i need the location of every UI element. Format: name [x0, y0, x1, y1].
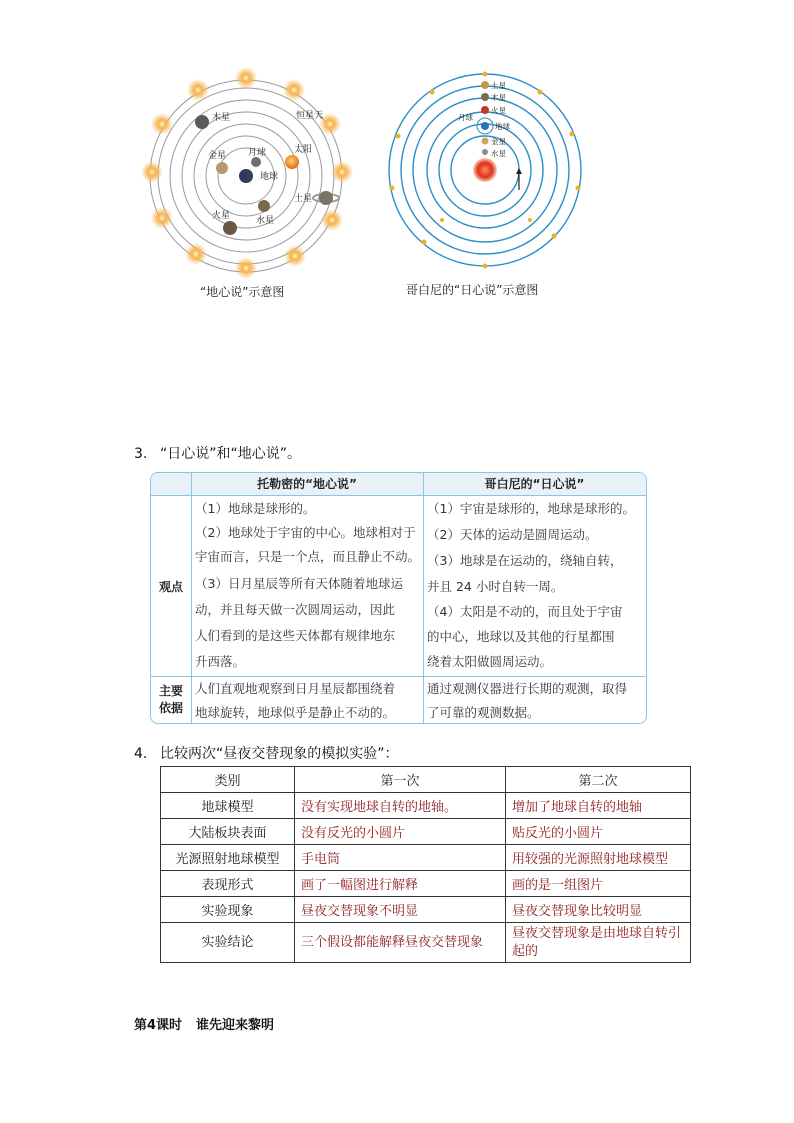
row-first: 没有实现地球自转的地轴。	[295, 793, 506, 819]
geo-label-saturn: 土星	[294, 194, 313, 204]
row-category: 光源照射地球模型	[161, 845, 295, 871]
row-first: 三个假设都能解释昼夜交替现象	[295, 923, 506, 963]
copernicus-line: 并且 24 小时自转一周。	[427, 579, 564, 594]
geo-label-venus: 金星	[208, 151, 227, 161]
sun-icon	[285, 155, 299, 169]
row-second: 昼夜交替现象是由地球自转引起的	[506, 923, 691, 963]
section3-title: “日心说”和“地心说”。	[160, 446, 302, 462]
copernicus-basis-line: 通过观测仪器进行长期的观测，取得	[427, 681, 628, 696]
copernicus-line: （3）地球是在运动的，绕轴自转，	[427, 553, 623, 568]
row-category: 实验结论	[161, 923, 295, 963]
helio-label-moon: 月球	[458, 113, 473, 122]
ptolemy-line: （1）地球是球形的。	[195, 501, 316, 516]
row-second: 用较强的光源照射地球模型	[506, 845, 691, 871]
helio-label-mars: 火星	[491, 106, 506, 115]
geo-label-mars: 火星	[212, 211, 231, 221]
section3-number: 3.	[134, 446, 148, 462]
row-first: 画了一幅图进行解释	[295, 871, 506, 897]
earth-icon	[239, 169, 253, 183]
moon-icon	[251, 157, 261, 167]
ptolemy-line: （2）地球处于宇宙的中心。地球相对于	[195, 525, 416, 540]
geo-helio-comparison-table	[150, 472, 647, 724]
jupiter-icon	[481, 93, 489, 101]
saturn-icon	[481, 81, 489, 89]
section4-title: 比较两次“昼夜交替现象的模拟实验”：	[160, 746, 399, 762]
row-category: 表现形式	[161, 871, 295, 897]
ptolemy-line: 动，并且每天做一次圆周运动，因此	[195, 602, 396, 617]
sun-icon	[473, 158, 497, 182]
row-second: 增加了地球自转的地轴	[506, 793, 691, 819]
ptolemy-basis-line: 地球旋转，地球似乎是静止不动的。	[195, 705, 396, 720]
geocentric-diagram	[130, 60, 370, 280]
row-label-basis: 主要 依据	[158, 684, 183, 715]
geo-label-mercury: 水星	[256, 216, 275, 226]
row-label-views: 观点	[158, 580, 183, 594]
copernicus-line: （4）太阳是不动的，而且处于宇宙	[427, 604, 623, 619]
ptolemy-line: 宇宙而言，只是一个点，而且静止不动。	[195, 549, 421, 564]
lesson-number: 第4课时	[134, 1018, 183, 1033]
row-second: 贴反光的小圆片	[506, 819, 691, 845]
ptolemy-line: 人们看到的是这些天体都有规律地东	[195, 628, 396, 643]
row-second: 画的是一组图片	[506, 871, 691, 897]
experiment-comparison-table	[160, 766, 691, 963]
header-copernicus: 哥白尼的“日心说”	[484, 477, 585, 491]
mars-icon	[223, 221, 237, 235]
lesson-title: 谁先迎来黎明	[196, 1018, 275, 1033]
table-row	[161, 845, 691, 871]
copernicus-line: 绕着太阳做圆周运动。	[427, 654, 553, 669]
geo-label-moon: 月球	[248, 148, 267, 158]
section4-heading	[134, 743, 399, 763]
geocentric-caption: “地心说”示意图	[200, 285, 285, 299]
geo-label-stars: 恒星天	[296, 111, 324, 121]
mars-icon	[481, 106, 489, 114]
geo-label-earth: 地球	[260, 172, 279, 182]
venus-icon	[216, 162, 228, 174]
copernicus-basis-line: 了可靠的观测数据。	[427, 705, 540, 720]
helio-label-jupiter: 木星	[491, 93, 506, 102]
table-row	[161, 793, 691, 819]
geo-label-jupiter: 木星	[212, 113, 231, 123]
helio-label-venus: 金星	[491, 137, 506, 146]
table-row	[161, 819, 691, 845]
mercury-icon	[482, 149, 488, 155]
row-category: 大陆板块表面	[161, 819, 295, 845]
geo-label-sun: 太阳	[294, 145, 313, 155]
copernicus-line: （2）天体的运动是圆周运动。	[427, 527, 598, 542]
ptolemy-basis-line: 人们直观地观察到日月星辰都围绕着	[195, 681, 396, 696]
row-first: 昼夜交替现象不明显	[295, 897, 506, 923]
row-category: 实验现象	[161, 897, 295, 923]
table-row	[161, 897, 691, 923]
row-category: 地球模型	[161, 793, 295, 819]
heliocentric-caption: 哥白尼的“日心说”示意图	[406, 283, 539, 297]
ptolemy-line: （3）日月星辰等所有天体随着地球运	[195, 576, 403, 591]
helio-label-mercury: 水星	[491, 149, 506, 158]
heliocentric-diagram	[380, 70, 590, 280]
venus-icon	[482, 138, 489, 145]
table-header-row	[161, 767, 691, 793]
copernicus-line: 的中心，地球以及其他的行星都围	[427, 629, 615, 644]
table-row	[161, 923, 691, 963]
helio-label-saturn: 土星	[491, 81, 506, 90]
table-row	[161, 871, 691, 897]
row-second: 昼夜交替现象比较明显	[506, 897, 691, 923]
row-first: 手电筒	[295, 845, 506, 871]
header-ptolemy: 托勒密的“地心说”	[257, 477, 357, 491]
ptolemy-line: 升西落。	[195, 654, 246, 669]
header-category: 类别	[161, 767, 295, 793]
row-first: 没有反光的小圆片	[295, 819, 506, 845]
header-first: 第一次	[295, 767, 506, 793]
section4-number: 4.	[134, 746, 148, 762]
earth-icon	[481, 122, 489, 130]
header-second: 第二次	[506, 767, 691, 793]
copernicus-line: （1）宇宙是球形的，地球是球形的。	[427, 501, 635, 516]
lesson-heading	[134, 1014, 274, 1033]
jupiter-icon	[195, 115, 209, 129]
section3-heading	[134, 443, 301, 463]
mercury-icon	[258, 200, 270, 212]
helio-label-earth: 地球	[495, 122, 510, 131]
